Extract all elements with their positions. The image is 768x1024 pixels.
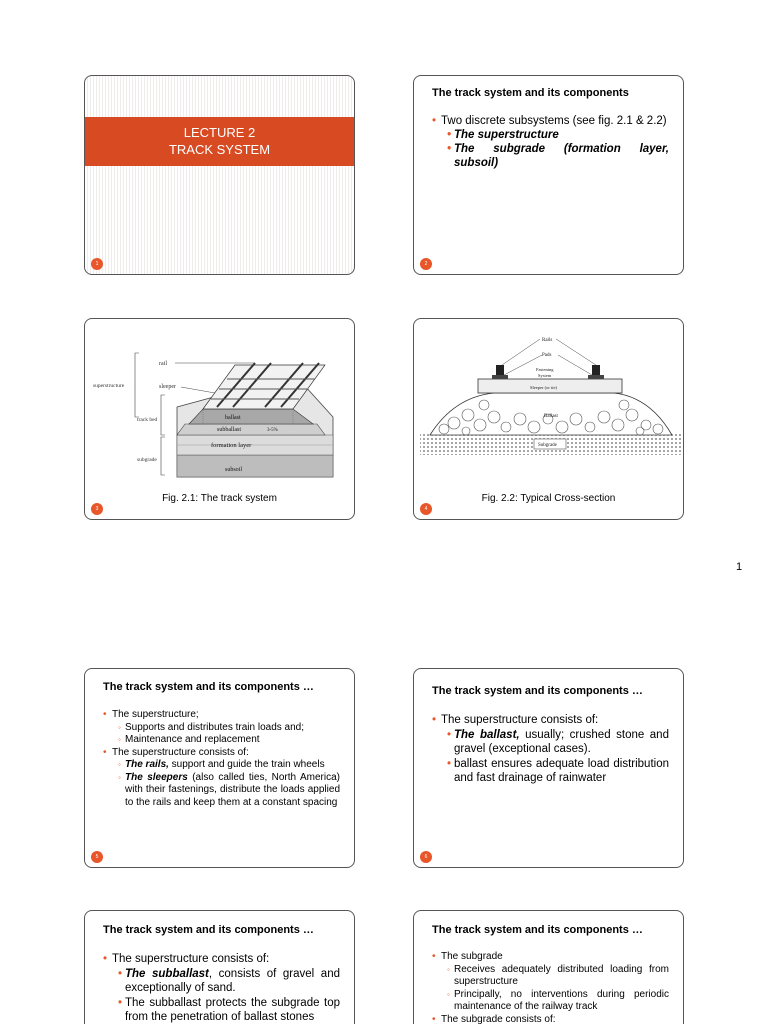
bullet: • The superstructure consists of: [103,952,340,967]
sleeper-label: Sleeper (or tie) [530,385,557,390]
figure-caption: Fig. 2.1: The track system [162,493,277,504]
fastening-system-label: System [538,373,552,378]
slope-label: 3-5% [267,428,278,433]
subsoil-label: subsoil [225,467,243,473]
slide-title: The track system and its components … [103,924,314,936]
sub-bullet [118,759,340,772]
figure-caption: Fig. 2.2: Typical Cross-section [481,493,616,504]
slide-3 [84,318,355,520]
slide-number-badge: 2 [420,258,432,270]
slide-number-badge: 4 [420,503,432,515]
subballast-label: subballast [217,427,241,433]
slide-title: The track system and its components … [432,685,643,697]
bullet: • The superstructure; [103,709,340,722]
slide-title: The track system and its components [432,87,629,99]
sub-bullet: ◦ Principally, no interventions during periodic maintenance of the railway track [447,989,669,1014]
rails-label: Rails [542,338,553,343]
lecture-title: LECTURE 2 [183,125,256,140]
emphasis: The rails, [125,759,169,770]
sub-bullet [118,967,340,996]
bullet: • The subgrade consists of: [432,1014,669,1024]
slide-body [103,709,340,809]
slide-title: The track system and its components … [432,924,643,936]
slide-number-badge: 3 [91,503,103,515]
slide-8 [413,910,684,1024]
ballast-label: Ballast [544,414,558,419]
slide-6 [413,668,684,868]
track-system-figure [85,327,355,487]
page-number: 1 [736,561,743,573]
fastening-label: Fastening [536,367,554,372]
bullet: • Two discrete subsystems (see fig. 2.1 & 2.2) [432,114,669,128]
sub-bullet-text: (also called ties, North America) with their fastenings, distribute the loads applied to the rails and keep them at a constant spacing [125,771,340,808]
sub-bullet: ◦ Receives adequately distributed loading from superstructure [447,964,669,989]
superstructure-label: superstructure [93,383,125,389]
slide-body [432,114,669,170]
bullet: • The superstructure consists of: [103,747,340,760]
sub-bullet: • The subballast protects the subgrade top from the penetration of ballast stones [118,996,340,1024]
track-bed-label: track bed [137,417,158,423]
sub-bullet: ◦ Supports and distributes train loads and; [118,722,340,735]
slide-5 [84,668,355,868]
emphasis: The subballast [125,967,209,980]
ballast-label: ballast [225,415,241,421]
sub-bullet: ◦ Maintenance and replacement [118,734,340,747]
subgrade-label: Subgrade [538,443,557,448]
sub-bullet: • The subgrade (formation layer, subsoil) [447,142,669,170]
sub-bullet-text: support and guide the train wheels [168,759,325,770]
slide-body [432,951,669,1024]
bullet: • The superstructure consists of: [432,713,669,728]
slide-1 [84,75,355,275]
slide-4 [413,318,684,520]
sleeper-label: sleeper [159,384,176,390]
slide-number-badge: 6 [420,851,432,863]
lecture-subtitle: TRACK SYSTEM [168,142,271,157]
bullet: • The subgrade [432,951,669,964]
subgrade-label: subgrade [137,457,157,463]
slide-body [432,713,669,786]
slide-body [103,952,340,1024]
sub-bullet-text: , consists of gravel and exceptionally of sand. [125,967,340,994]
pads-label: Pads [542,353,552,358]
slide-number-badge: 1 [91,258,103,270]
sub-bullet-text: usually; crushed stone and gravel (exceptional cases). [454,728,669,755]
slide-title: The track system and its components … [103,681,314,693]
formation-layer-label: formation layer [211,442,252,449]
cross-section-figure [414,329,684,469]
sub-bullet [118,772,340,810]
sub-bullet: • The superstructure [447,128,669,142]
emphasis: The sleepers [125,771,188,783]
sub-bullet: • ballast ensures adequate load distribution and fast drainage of rainwater [447,757,669,786]
rail-label: rail [159,361,167,367]
sub-bullet [447,728,669,757]
title-band [85,117,354,166]
emphasis: The ballast, [454,728,520,741]
slide-7 [84,910,355,1024]
slide-2 [413,75,684,275]
slide-number-badge: 5 [91,851,103,863]
